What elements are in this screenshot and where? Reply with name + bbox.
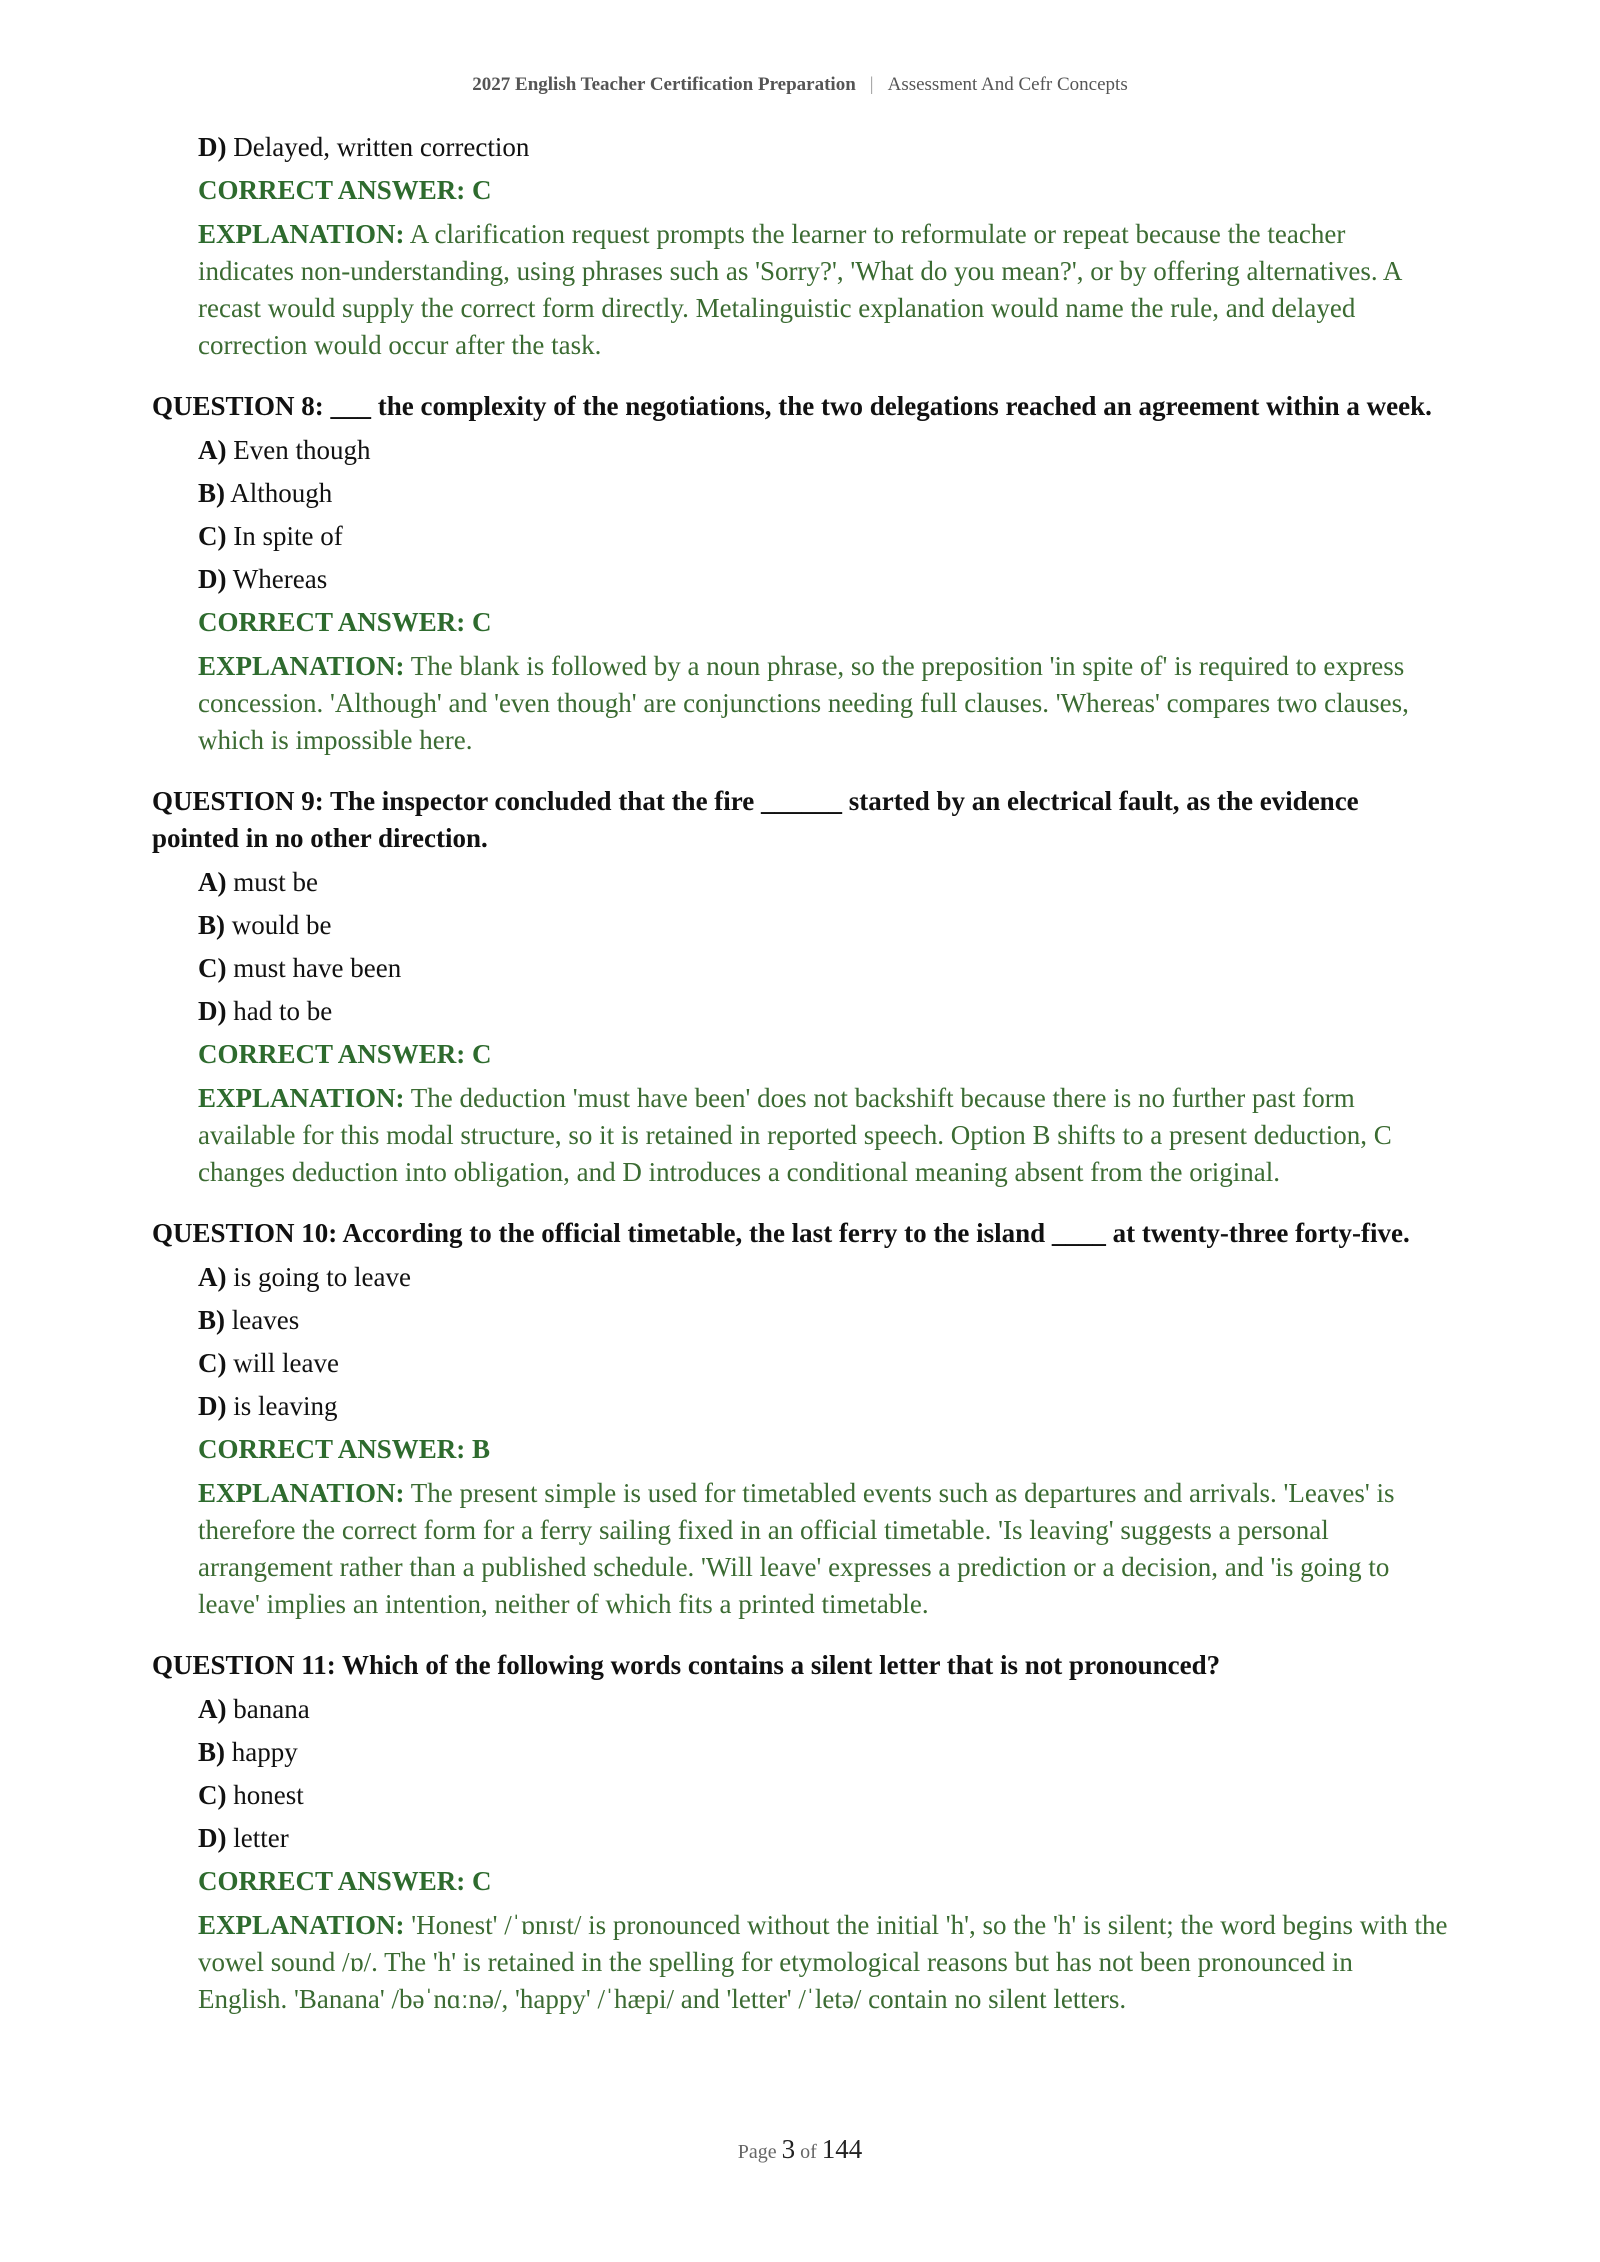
option-text: is leaving bbox=[233, 1391, 338, 1421]
option-text: letter bbox=[233, 1823, 289, 1853]
option-d bbox=[198, 564, 1448, 595]
option-b bbox=[198, 910, 1448, 941]
explanation bbox=[198, 216, 1448, 364]
option-letter: A) bbox=[198, 1262, 227, 1292]
option-text: banana bbox=[233, 1694, 310, 1724]
explanation-text: 'Honest' /ˈɒnɪst/ is pronounced without the initial 'h', so the 'h' is silent; the word begins with the vowel sound /ɒ/. The 'h' is retained in the spelling for etymological reasons but has not been pronounced in English. 'Banana' /bəˈnɑːnə/, 'happy' /ˈhæpi/ and 'letter' /ˈletə/ contain no silent letters. bbox=[198, 1910, 1448, 2014]
option-text: Delayed, written correction bbox=[233, 132, 530, 162]
section-title: Assessment And Cefr Concepts bbox=[887, 74, 1128, 95]
correct-answer: CORRECT ANSWER: C bbox=[198, 1039, 492, 1069]
option-text: In spite of bbox=[233, 521, 343, 551]
option-a bbox=[198, 1694, 1448, 1725]
option-a bbox=[198, 867, 1448, 898]
option-d bbox=[198, 132, 1448, 163]
question-11-block bbox=[152, 1647, 1448, 2018]
option-b bbox=[198, 478, 1448, 509]
explanation-text: A clarification request prompts the learner to reformulate or repeat because the teacher indicates non-understanding, using phrases such as 'Sorry?', 'What do you mean?', or by offering alternatives. A recast would supply the correct form directly. Metalinguistic explanation would name the rule, and delayed correction would occur after the task. bbox=[198, 219, 1401, 360]
option-a bbox=[198, 1262, 1448, 1293]
option-text: leaves bbox=[231, 1305, 300, 1335]
option-c bbox=[198, 1348, 1448, 1379]
option-letter: D) bbox=[198, 1823, 227, 1853]
option-letter: D) bbox=[198, 564, 227, 594]
option-b bbox=[198, 1305, 1448, 1336]
option-letter: A) bbox=[198, 1694, 227, 1724]
option-letter: B) bbox=[198, 1305, 225, 1335]
page-footer bbox=[0, 2134, 1600, 2165]
option-c bbox=[198, 1780, 1448, 1811]
option-c bbox=[198, 953, 1448, 984]
explanation bbox=[198, 1475, 1448, 1623]
question-7-tail bbox=[152, 132, 1448, 364]
option-letter: C) bbox=[198, 521, 227, 551]
explanation-label: EXPLANATION: bbox=[198, 1478, 405, 1508]
explanation-text: The blank is followed by a noun phrase, so the preposition 'in spite of' is required to express concession. 'Although' and 'even though' are conjunctions needing full clauses. 'Whereas' compares two clauses, which is impossible here. bbox=[198, 651, 1409, 755]
of-word: of bbox=[800, 2141, 817, 2163]
explanation-label: EXPLANATION: bbox=[198, 1910, 405, 1940]
option-text: Although bbox=[230, 478, 333, 508]
page-word: Page bbox=[737, 2141, 777, 2163]
correct-answer: CORRECT ANSWER: C bbox=[198, 607, 492, 637]
option-text: had to be bbox=[233, 996, 333, 1026]
page-content bbox=[152, 132, 1448, 2042]
header-separator: | bbox=[869, 74, 874, 95]
option-text: happy bbox=[231, 1737, 298, 1767]
option-text: honest bbox=[233, 1780, 304, 1810]
option-letter: A) bbox=[198, 435, 227, 465]
option-letter: B) bbox=[198, 1737, 225, 1767]
total-pages: 144 bbox=[821, 2134, 863, 2164]
explanation-label: EXPLANATION: bbox=[198, 219, 405, 249]
explanation-text: The present simple is used for timetabled events such as departures and arrivals. 'Leaves' is therefore the correct form for a ferry sailing fixed in an official timetable. 'Is leaving' suggests a personal arrangement rather than a published schedule. 'Will leave' expresses a prediction or a decision, and 'is going to leave' implies an intention, neither of which fits a printed timetable. bbox=[198, 1478, 1395, 1619]
option-letter: B) bbox=[198, 910, 225, 940]
option-letter: D) bbox=[198, 132, 227, 162]
option-letter: B) bbox=[198, 478, 225, 508]
option-text: would be bbox=[231, 910, 332, 940]
option-letter: D) bbox=[198, 1391, 227, 1421]
explanation bbox=[198, 1080, 1448, 1191]
option-text: must have been bbox=[233, 953, 402, 983]
option-letter: C) bbox=[198, 1780, 227, 1810]
page-number: 3 bbox=[781, 2134, 796, 2164]
option-letter: C) bbox=[198, 953, 227, 983]
option-d bbox=[198, 1391, 1448, 1422]
option-letter: C) bbox=[198, 1348, 227, 1378]
question-text: QUESTION 9: The inspector concluded that the fire ______ started by an electrical fault, as the evidence pointed in no other direction. bbox=[152, 786, 1359, 853]
option-d bbox=[198, 996, 1448, 1027]
correct-answer: CORRECT ANSWER: B bbox=[198, 1434, 491, 1464]
explanation-label: EXPLANATION: bbox=[198, 651, 405, 681]
option-c bbox=[198, 521, 1448, 552]
question-9-block bbox=[152, 783, 1448, 1191]
option-letter: D) bbox=[198, 996, 227, 1026]
explanation-text: The deduction 'must have been' does not backshift because there is no further past form available for this modal structure, so it is retained in reported speech. Option B shifts to a present deduction, C changes deduction into obligation, and D introduces a conditional meaning absent from the original. bbox=[198, 1083, 1392, 1187]
explanation bbox=[198, 1907, 1448, 2018]
option-b bbox=[198, 1737, 1448, 1768]
question-8-block bbox=[152, 388, 1448, 759]
option-text: Even though bbox=[233, 435, 371, 465]
document-title: 2027 English Teacher Certification Preparation bbox=[472, 74, 856, 95]
option-text: is going to leave bbox=[233, 1262, 411, 1292]
option-letter: A) bbox=[198, 867, 227, 897]
option-d bbox=[198, 1823, 1448, 1854]
question-10-block bbox=[152, 1215, 1448, 1623]
explanation bbox=[198, 648, 1448, 759]
option-a bbox=[198, 435, 1448, 466]
option-text: will leave bbox=[233, 1348, 339, 1378]
page-header bbox=[0, 74, 1600, 96]
question-text: QUESTION 11: Which of the following words contains a silent letter that is not pronounced? bbox=[152, 1650, 1221, 1680]
question-text: QUESTION 10: According to the official timetable, the last ferry to the island ____ at twenty-three forty-five. bbox=[152, 1218, 1410, 1248]
option-text: must be bbox=[233, 867, 318, 897]
correct-answer: CORRECT ANSWER: C bbox=[198, 1866, 492, 1896]
correct-answer: CORRECT ANSWER: C bbox=[198, 175, 492, 205]
option-text: Whereas bbox=[232, 564, 328, 594]
explanation-label: EXPLANATION: bbox=[198, 1083, 405, 1113]
question-text: QUESTION 8: ___ the complexity of the negotiations, the two delegations reached an agreement within a week. bbox=[152, 391, 1432, 421]
